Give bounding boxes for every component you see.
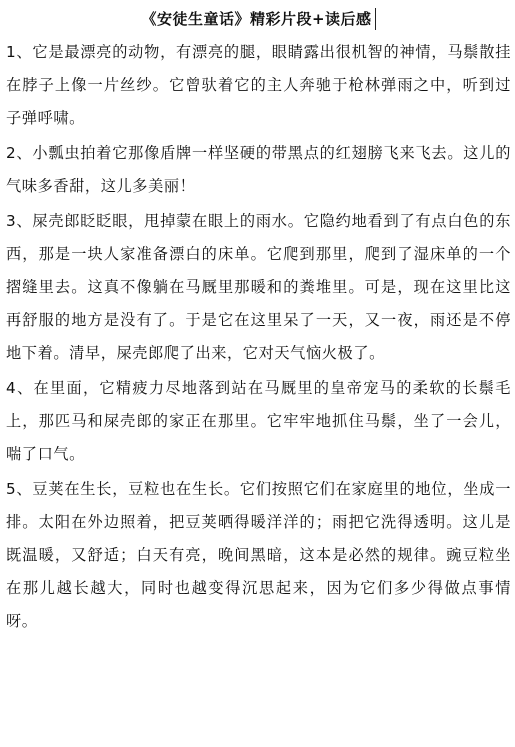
excerpt-paragraph-2: [6, 137, 511, 203]
title-row: [6, 8, 511, 30]
excerpt-text: 豆荚在生长，豆粒也在生长。它们按照它们在家庭里的地位，坐成一排。太阳在外边照着，把豆荚晒得暖洋洋的；雨把它洗得透明。这儿是既温暖，又舒适；白天有亮，晚间黑暗，这本是必然的规律。豌豆粒坐在那儿越长越大，同时也越变得沉思起来，因为它们多少得做点事情呀。: [6, 480, 512, 630]
excerpt-text: 在里面，它精疲力尽地落到站在马厩里的皇帝宠马的柔软的长鬃毛上，那匹马和屎壳郎的家正在那里。它牢牢地抓住马鬃，坐了一会儿，喘了口气。: [6, 379, 511, 463]
excerpt-text: 它是最漂亮的动物，有漂亮的腿，眼睛露出很机智的神情，马鬃散挂在脖子上像一片丝纱。它曾驮着它的主人奔驰于枪林弹雨之中，听到过子弹呼啸。: [6, 43, 512, 127]
excerpt-paragraph-4: [6, 372, 511, 471]
excerpt-number: 2、: [6, 144, 33, 162]
excerpt-number: 1、: [6, 43, 33, 61]
excerpt-text: 小瓢虫拍着它那像盾牌一样坚硬的带黑点的红翅膀飞来飞去。这儿的气味多香甜，这儿多美丽！: [6, 144, 512, 195]
excerpt-paragraph-3: [6, 205, 511, 370]
excerpt-number: 5、: [6, 480, 33, 498]
excerpt-text: 屎壳郎眨眨眼，甩掉蒙在眼上的雨水。它隐约地看到了有点白色的东西，那是一块人家准备漂白的床单。它爬到那里，爬到了湿床单的一个摺缝里去。这真不像躺在马厩里那暖和的粪堆里。可是，现在这里比这再舒服的地方是没有了。于是它在这里呆了一天，又一夜，雨还是不停地下着。清早，屎壳郎爬了出来，它对天气恼火极了。: [6, 212, 512, 362]
article-title: 《安徒生童话》精彩片段+读后感: [141, 8, 375, 30]
excerpt-number: 4、: [6, 379, 34, 397]
excerpt-number: 3、: [6, 212, 33, 230]
excerpt-paragraph-1: [6, 36, 511, 135]
excerpt-paragraph-5: [6, 473, 511, 638]
